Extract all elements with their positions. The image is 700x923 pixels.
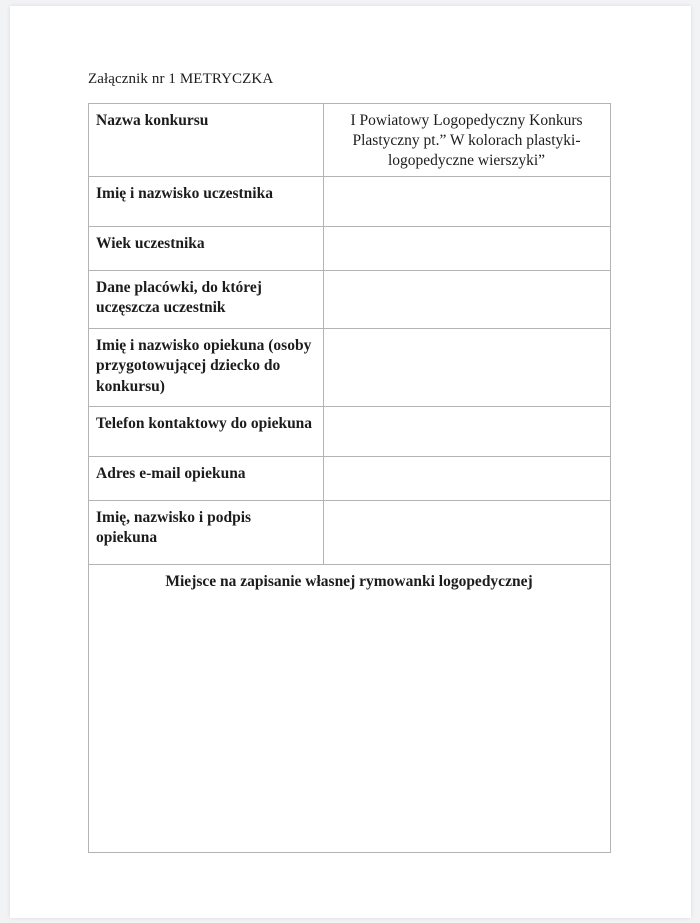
form-field-label-participant-name: Imię i nazwisko uczestnika: [89, 176, 324, 226]
table-row-institution: [89, 270, 611, 328]
table-row-participant-name: [89, 176, 611, 226]
table-row-guardian-name: [89, 328, 611, 406]
form-field-label-participant-age: Wiek uczestnika: [89, 226, 324, 270]
document-page: [10, 6, 691, 918]
form-field-label-guardian-phone: Telefon kontaktowy do opiekuna: [89, 406, 324, 456]
document-content: [88, 70, 628, 853]
form-field-label-guardian-name: Imię i nazwisko opiekuna (osoby przygotowującej dziecko do konkursu): [89, 328, 324, 406]
form-field-value-guardian-email: [324, 456, 611, 500]
metryczka-form-table: [88, 103, 611, 853]
form-field-value-guardian-name: [324, 328, 611, 406]
table-row-participant-age: [89, 226, 611, 270]
table-row-guardian-email: [89, 456, 611, 500]
form-field-value-participant-name: [324, 176, 611, 226]
form-field-label-institution: Dane placówki, do której uczęszcza uczestnik: [89, 270, 324, 328]
table-row-contest-name: [89, 103, 611, 176]
rhyme-space-cell: [89, 564, 611, 852]
form-field-label-guardian-email: Adres e-mail opiekuna: [89, 456, 324, 500]
form-field-value-guardian-signature: [324, 500, 611, 564]
form-field-value-institution: [324, 270, 611, 328]
form-field-value-guardian-phone: [324, 406, 611, 456]
form-field-label-guardian-signature: Imię, nazwisko i podpis opiekuna: [89, 500, 324, 564]
attachment-heading: Załącznik nr 1 METRYCZKA: [88, 71, 274, 87]
table-row-rhyme-space: [89, 564, 611, 852]
table-row-guardian-signature: [89, 500, 611, 564]
form-field-label-contest-name: Nazwa konkursu: [89, 103, 324, 176]
form-field-value-contest-name: I Powiatowy Logopedyczny Konkurs Plastyczny pt.” W kolorach plastyki-logopedyczne wierszyki”: [324, 103, 611, 176]
table-row-guardian-phone: [89, 406, 611, 456]
form-field-value-participant-age: [324, 226, 611, 270]
rhyme-space-label: Miejsce na zapisanie własnej rymowanki logopedycznej: [165, 572, 533, 590]
